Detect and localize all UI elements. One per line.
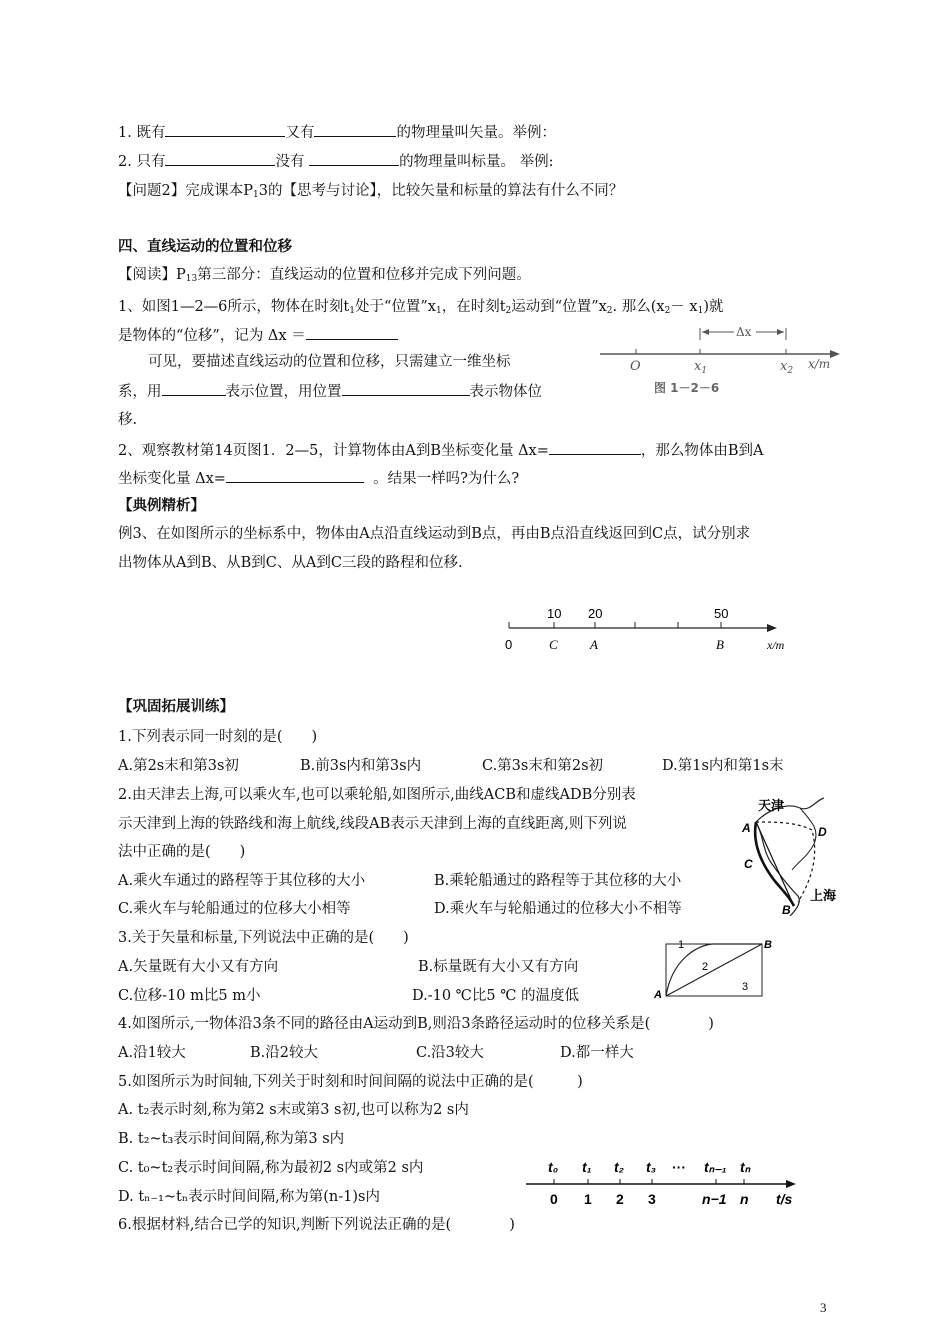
origin-label: O xyxy=(630,359,641,374)
tn-label: tₙ xyxy=(740,1159,751,1175)
tick-0-label: 0 xyxy=(550,1191,558,1207)
t5-option-a[interactable]: A. t₂表示时刻,称为第2 s末或第3 s初,也可以称为2 s内 xyxy=(118,1102,469,1118)
point-c-label: C xyxy=(744,857,753,871)
point-b-label: B xyxy=(782,903,791,917)
reading-line: 【阅读】$P_{13}$第三部分：直线运动的位置和位移并完成下列问题。 xyxy=(118,267,531,284)
t0-label: t₀ xyxy=(548,1159,559,1175)
blank-field[interactable] xyxy=(306,325,398,340)
path-2-label: 2 xyxy=(702,961,709,973)
t3-options-ab xyxy=(118,957,578,977)
unit-label: t/s xyxy=(776,1191,793,1207)
t1-stem: 1.下列表示同一时刻的是( ) xyxy=(118,729,318,745)
t5-option-b[interactable]: B. t₂~t₃表示时间间隔,称为第3 s内 xyxy=(118,1131,345,1147)
t5-stem: 5.如图所示为时间轴,下列关于时刻和时间间隔的说法中正确的是( ) xyxy=(118,1074,583,1090)
dx-arrow-right xyxy=(777,329,784,335)
t6-stem: 6.根据材料,结合已学的知识,判断下列说法正确的是( ) xyxy=(118,1217,515,1233)
item1-line5: 移. xyxy=(118,412,138,428)
option-c[interactable]: C.位移-10 m比5 m小 xyxy=(118,988,261,1004)
problem2-line: 【问题2】完成课本$P_13$的【思考与讨论】，比较矢量和标量的算法有什么不同？ xyxy=(118,183,624,200)
dots-label: ··· xyxy=(672,1159,686,1175)
option-a[interactable]: A.乘火车通过的路程等于其位移的大小 xyxy=(118,873,366,889)
option-b[interactable]: B.前3s内和第3s内 xyxy=(300,758,422,774)
option-d[interactable]: D.都一样大 xyxy=(560,1045,634,1061)
t3-options-cd xyxy=(118,986,579,1006)
tick-label-10: 10 xyxy=(547,606,562,621)
figure-1-2-6 xyxy=(596,318,846,398)
path-1-label: 1 xyxy=(678,939,685,951)
option-b[interactable]: B.标量既有大小又有方向 xyxy=(418,959,579,975)
option-b[interactable]: B.沿2较大 xyxy=(250,1045,318,1061)
segment-ab xyxy=(756,822,794,906)
tick-n1-label: n−1 xyxy=(702,1191,727,1207)
point-a-label: A xyxy=(742,821,751,835)
option-c[interactable]: C.沿3较大 xyxy=(416,1045,484,1061)
tick-1-label: 1 xyxy=(584,1191,592,1207)
axis-arrow xyxy=(767,624,777,632)
blank-field[interactable] xyxy=(549,440,641,455)
unit-label: x/m xyxy=(808,357,831,371)
item1-line1: 1、如图1—2—6所示，物体在时刻$t_1$处于“位置$”x_1$，在时刻$t_2$运动到“位置$”x_2$. 那么$(x_2- x_1)$就 xyxy=(118,299,724,316)
tick-3-label: 3 xyxy=(648,1191,656,1207)
t2-line2: 示天津到上海的铁路线和海上航线,线段AB表示天津到上海的直线距离,则下列说 xyxy=(118,816,627,832)
dx-arrow-left xyxy=(702,329,709,335)
item2-line2: 坐标变化量 Δx= 。结果一样吗?为什么? xyxy=(118,468,519,489)
option-b[interactable]: B.乘轮船通过的路程等于其位移的大小 xyxy=(434,873,682,889)
path-3-label: 3 xyxy=(742,981,749,993)
t5-option-c[interactable]: C. t₀~t₂表示时间间隔,称为最初2 s内或第2 s内 xyxy=(118,1160,424,1176)
t5-option-d[interactable]: D. tₙ₋₁~tₙ表示时间间隔,称为第(n-1)s内 xyxy=(118,1189,380,1205)
point-c-label: C xyxy=(549,637,558,652)
t4-options xyxy=(118,1043,634,1063)
axis-ticks xyxy=(509,622,721,628)
t3-label: t₃ xyxy=(646,1159,657,1175)
tick-label-0: 0 xyxy=(505,637,513,652)
tick-2-label: 2 xyxy=(616,1191,624,1207)
section4-title: 四、直线运动的位置和位移 xyxy=(118,239,292,255)
dx-label: Δx xyxy=(736,325,752,339)
figure-caption: 图 1－2－6 xyxy=(654,381,720,395)
q1-line: 1. 既有 又有 的物理量叫矢量。举例： xyxy=(118,122,556,143)
three-paths-figure xyxy=(652,936,778,1002)
option-a[interactable]: A.沿1较大 xyxy=(118,1045,186,1061)
blank-field[interactable] xyxy=(314,122,396,137)
option-c[interactable]: C.第3s末和第2s初 xyxy=(482,758,604,774)
blank-field[interactable] xyxy=(165,122,285,137)
blank-field[interactable] xyxy=(165,151,275,166)
training-title: 【巩固拓展训练】 xyxy=(118,699,234,715)
peninsula xyxy=(792,808,816,870)
blank-field[interactable] xyxy=(342,381,470,396)
time-axis-figure xyxy=(518,1154,808,1212)
t2-options-cd xyxy=(118,899,682,919)
t2-line1: 2.由天津去上海,可以乘火车,也可以乘轮船,如图所示,曲线ACB和虚线ADB分别表 xyxy=(118,787,636,803)
t1-options xyxy=(118,756,784,776)
t2-line3: 法中正确的是( ) xyxy=(118,844,246,860)
tn1-label: tₙ₋₁ xyxy=(704,1159,727,1175)
point-b-label: B xyxy=(764,939,772,951)
tick-label-50: 50 xyxy=(714,606,729,621)
tick-label-20: 20 xyxy=(588,606,603,621)
option-d[interactable]: D.乘火车与轮船通过的位移大小不相等 xyxy=(434,901,682,917)
t2-label: t₂ xyxy=(614,1159,625,1175)
point-a-label: A xyxy=(590,637,598,652)
point-b-label: B xyxy=(716,637,724,652)
t1-label: t₁ xyxy=(582,1159,592,1175)
item1-line2: 是物体的“位移”，记为 Δx ＝ xyxy=(118,325,398,346)
point-d-label: D xyxy=(818,825,827,839)
blank-field[interactable] xyxy=(309,151,399,166)
blank-field[interactable] xyxy=(226,468,364,483)
x1-label: $x_1$ xyxy=(694,359,708,376)
ex3-line2: 出物体从A到B、从B到C、从A到C三段的路程和位移. xyxy=(118,555,463,571)
tianjin-label: 天津 xyxy=(758,799,785,814)
item2-line1: 2、观察教材第14页图1．2—5，计算物体由A到B坐标变化量 Δx= ，那么物体由B到A xyxy=(118,440,764,461)
option-c[interactable]: C.乘火车与轮船通过的位移大小相等 xyxy=(118,901,351,917)
blank-field[interactable] xyxy=(162,381,226,396)
x2-label: $x_2$ xyxy=(780,359,794,376)
shanghai-label: 上海 xyxy=(810,889,837,904)
option-a[interactable]: A.第2s末和第3s初 xyxy=(118,758,239,774)
t4-stem: 4.如图所示,一物体沿3条不同的路径由A运动到B,则沿3条路径运动时的位移关系是( ) xyxy=(118,1016,714,1032)
axis-arrow xyxy=(830,350,840,358)
item1-line3: 可见，要描述直线运动的位置和位移，只需建立一维坐标 xyxy=(148,354,511,370)
item1-line4: 系，用 表示位置，用位置 表示物体位 xyxy=(118,381,542,402)
unit-label: x/m xyxy=(767,638,785,652)
page-number: 3 xyxy=(820,1300,827,1315)
tianjin-shanghai-map xyxy=(728,792,846,932)
q2-line: 2. 只有 没有 的物理量叫标量。 举例: xyxy=(118,151,554,172)
option-a[interactable]: A.矢量既有大小又有方向 xyxy=(118,959,279,975)
axis-arrow xyxy=(786,1180,796,1188)
t3-stem: 3.关于矢量和标量,下列说法中正确的是( ) xyxy=(118,930,409,946)
example3-axis xyxy=(495,600,805,660)
t2-options-ab xyxy=(118,871,681,891)
sea-route-adb xyxy=(756,822,815,902)
point-a-label: A xyxy=(654,989,662,1001)
example-title: 【典例精析】 xyxy=(118,498,205,514)
option-d[interactable]: D.-10 ℃比5 ℃ 的温度低 xyxy=(412,988,580,1004)
option-d[interactable]: D.第1s内和第1s末 xyxy=(662,758,784,774)
tick-n-label: n xyxy=(740,1191,749,1207)
ex3-line1: 例3、在如图所示的坐标系中，物体由A点沿直线运动到B点，再由B点沿直线返回到C点，试分别求 xyxy=(118,526,751,542)
